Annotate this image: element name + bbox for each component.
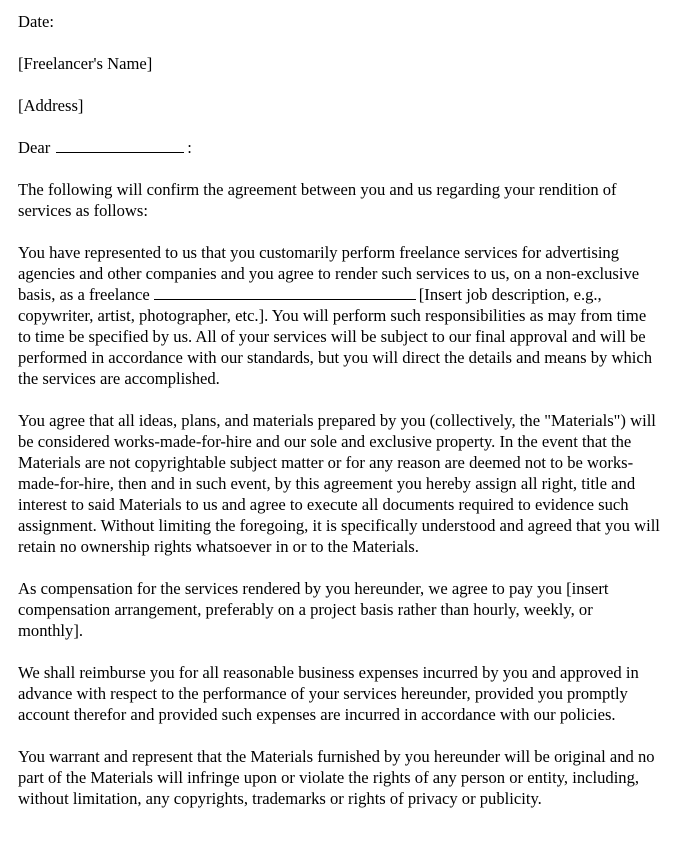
- paragraph-representation: [18, 242, 660, 389]
- paragraph-materials-ownership: You agree that all ideas, plans, and materials prepared by you (collectively, the "Materials") will be considered works-made-for-hire and our sole and exclusive property. In the event that the Materials are not copyrightable subject matter or for any reason are deemed not to be works-made-for-hire, then and in such event, by this agreement you hereby assign all right, title and interest to said Materials to us and agree to execute all documents required to evidence such assignment. Without limiting the foregoing, it is specifically understood and agreed that you will retain no ownership rights whatsoever in or to the Materials.: [18, 411, 660, 556]
- date-label: Date:: [18, 12, 54, 31]
- address-placeholder: [Address]: [18, 96, 84, 115]
- paragraph-representation-text-after-blank: [Insert job description, e.g., copywriter, artist, photographer, etc.]. You will perform such responsibilities as may from time to time be specified by us. All of your services will be subject to our final approval and will be performed in accordance with our standards, but you will direct the details and means by which the services are accomplished.: [18, 285, 653, 388]
- freelancer-name-placeholder: [Freelancer's Name]: [18, 54, 153, 73]
- salutation-label: Dear: [18, 138, 51, 157]
- paragraph-expense-reimbursement: We shall reimburse you for all reasonable business expenses incurred by you and approved in advance with respect to the performance of your services hereunder, provided you promptly account therefor and provided such expenses are incurred in accordance with our policies.: [18, 663, 639, 724]
- paragraph-representation-text-before-blank: You have represented to us that you customarily perform freelance services for advertising agencies and other companies and you agree to render such services to us, on a non-exclusive basis, as a freelance: [18, 243, 640, 304]
- salutation-line: [18, 137, 660, 158]
- job-description-blank-fill[interactable]: [154, 285, 416, 300]
- salutation-blank-fill[interactable]: [56, 138, 184, 153]
- paragraph-warranty: You warrant and represent that the Materials furnished by you hereunder will be original and no part of the Materials will infringe upon or violate the rights of any person or entity, including, without limitation, any copyrights, trademarks or rights of privacy or publicity.: [18, 747, 655, 808]
- paragraph-compensation: As compensation for the services rendered by you hereunder, we agree to pay you [insert compensation arrangement, preferably on a project basis rather than hourly, weekly, or monthly].: [18, 579, 609, 640]
- salutation-colon: :: [187, 138, 192, 157]
- paragraph-intro: The following will confirm the agreement between you and us regarding your rendition of services as follows:: [18, 180, 617, 220]
